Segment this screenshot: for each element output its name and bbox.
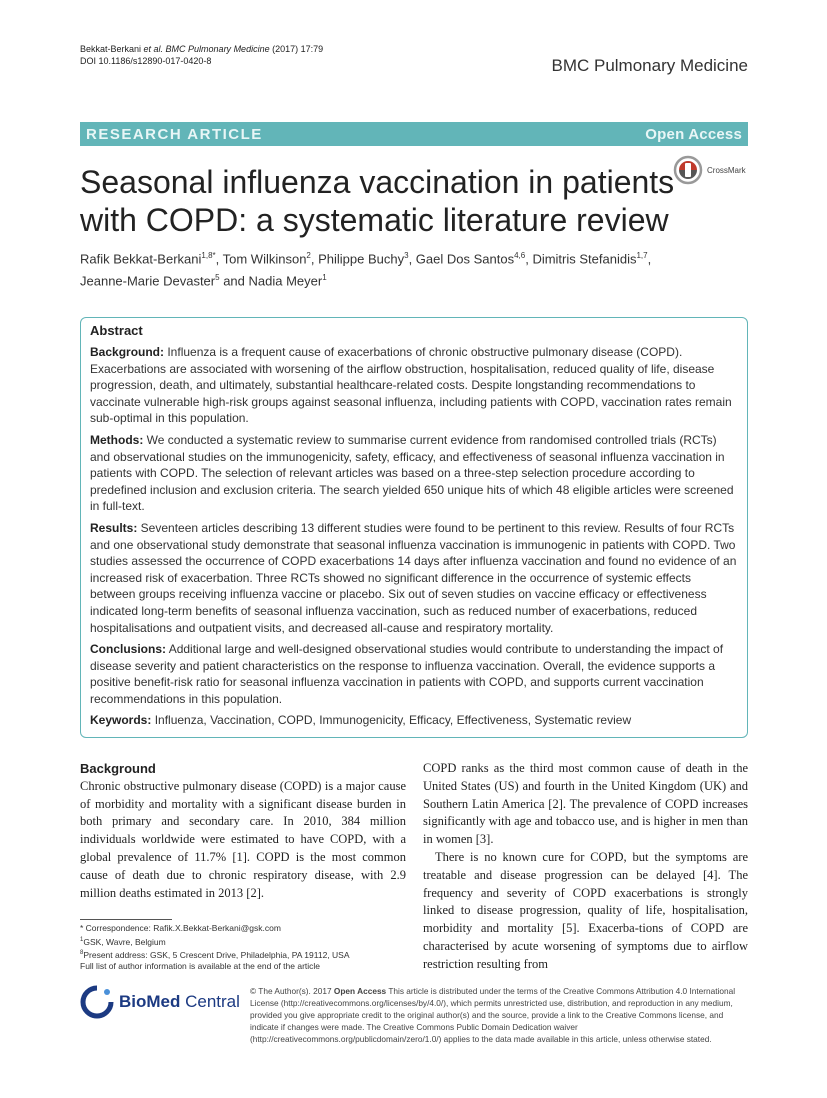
- footnotes: [80, 923, 406, 973]
- author: Philippe Buchy: [318, 251, 405, 267]
- article-title: Seasonal influenza vaccination in patients with COPD: a systematic literature review: [80, 164, 675, 238]
- author: Nadia Meyer: [248, 273, 323, 289]
- author-affiliation: 1: [322, 273, 327, 283]
- bmc-wordmark: BioMed Central: [119, 992, 240, 1011]
- author-affiliation: 5: [215, 273, 220, 283]
- author-affiliation: 3: [404, 251, 409, 260]
- affiliation: $^1$GSK, Wavre, Belgium: [80, 936, 166, 947]
- abstract-background: Background: Influenza is a frequent cause of exacerbations of chronic obstructive pulmonary disease (COPD). Exacerbations are associated with worsening of the airflow obstruction, hospitalisation, reduced quality of life, disease progression, death, and ultimately, substantial healthcare-related costs. Despite longstanding recommendations to vaccinate vulnerable high-risk groups against seasonal influenza, including patients with COPD, vaccination rates remain sub-optimal in this population.: [90, 345, 732, 426]
- author-affiliation: 1,7: [636, 251, 648, 260]
- citation-authors: Bekkat-Berkani: [80, 44, 142, 54]
- abstract-keywords: Keywords: Influenza, Vaccination, COPD, Immunogenicity, Efficacy, Effectiveness, Systematic review: [90, 713, 632, 728]
- running-header: [80, 43, 323, 67]
- footnote-divider: [80, 919, 172, 920]
- author-info-note: Full list of author information is available at the end of the article: [80, 961, 321, 972]
- biomed-central-logo[interactable]: [80, 984, 240, 1020]
- body-paragraph: Chronic obstructive pulmonary disease (COPD) is a major cause of morbidity and mortality with a significant disease burden in both primary and secondary care. In 2010, 384 million individuals worldwide were estimated to have COPD, with a global prevalence of 11.7% [1]. COPD is the most common cause of death due to chronic respiratory disease, with 2.9 million deaths estimated in 2013 [2].: [80, 778, 406, 900]
- body-paragraph: COPD ranks as the third most common cause of death in the United States (US) and fourth in the United Kingdom (UK) and Southern Latin America [2]. The prevalence of COPD increases significantly with age and tobacco use, and is higher in men than in women [3].: [423, 761, 748, 847]
- abstract-heading: Abstract: [90, 323, 143, 338]
- bmc-logo-icon: [80, 985, 114, 1019]
- correspondence[interactable]: * Correspondence: Rafik.X.Bekkat-Berkani@gsk.com: [80, 923, 281, 933]
- crossmark-badge[interactable]: [673, 152, 758, 188]
- license-text: © The Author(s). 2017 Open Access This article is distributed under the terms of the Creative Commons Attribution 4.0 International License (http://creativecommons.org/licenses/by/4.0/), which permits unrestricted use, distribution, and reproduction in any medium, provided you give appropriate credit to the original author(s) and the source, provide a link to the Creative Commons license, and indicate if changes were made. The Creative Commons Public Domain Dedication waiver (http://creativecommons.org/publicdomain/zero/1.0/) applies to the data made available in this article, unless otherwise stated.: [250, 986, 736, 1044]
- body-left-column: [80, 760, 406, 902]
- article-type-band: [80, 122, 748, 146]
- author-affiliation: 4,6: [514, 251, 526, 260]
- author: Gael Dos Santos: [415, 251, 515, 267]
- crossmark-label: CrossMark: [707, 165, 746, 175]
- author-affiliation: 1,8*: [201, 251, 216, 260]
- doi[interactable]: DOI 10.1186/s12890-017-0420-8: [80, 56, 212, 66]
- body-paragraph: There is no known cure for COPD, but the symptoms are treatable and disease progression can be delayed [4]. The frequency and severity of COPD exacerbations is strongly linked to disease progression, quality of life, hospitalisation, morbidity and mortality [5]. Exacerba-tions of COPD are characterised by acute worsening of symptoms due to airflow restriction resulting from: [423, 849, 748, 971]
- abstract-results: Results: Seventeen articles describing 13 different studies were found to be pertinent to this review. Results of four RCTs and one observational study demonstrate that seasonal influenza vaccination is immunogenic in patients with COPD. Two studies assessed the occurrence of COPD exacerbations 14 days after influenza vaccination and found no evidence of an increased risk of exacerbation. Three RCTs showed no significant difference in the occurrence of systemic effects between groups receiving influenza vaccine or placebo. Six out of seven studies on vaccine efficacy or effectiveness indicated long-term benefits of seasonal influenza vaccination, such as reduced number of exacerbations, reduced hospitalisations and outpatient visits, and decreased all-cause and respiratory mortality.: [90, 520, 737, 635]
- author-list: Rafik Bekkat-Berkani$^{1,8*}$, Tom Wilkinson$^2$, Philippe Buchy$^3$, Gael Dos Santos$^{4,6}$, Dimitris Stefanidis$^{1,7}$, Jeanne-Marie Devaster$^5$ and Nadia Meyer$^1$: [80, 251, 652, 289]
- article-type: RESEARCH ARTICLE: [86, 125, 263, 143]
- author: Jeanne-Marie Devaster: [80, 273, 216, 289]
- abstract-box: [80, 317, 748, 738]
- section-heading: Background: [80, 761, 156, 776]
- citation-journal: et al. BMC Pulmonary Medicine: [141, 44, 270, 54]
- body-right-column: [423, 760, 748, 974]
- journal-name: BMC Pulmonary Medicine: [551, 56, 748, 75]
- abstract-methods: Methods: We conducted a systematic review to summarise current evidence from randomised controlled trials (RCTs) and observational studies on the immunogenicity, safety, efficacy, and effectiveness of seasonal influenza vaccination in patients with COPD. The selection of relevant articles was based on a three-step selection procedure according to predefined inclusion and exclusion criteria. The search yielded 650 unique hits of which 48 eligible articles were screened in full-text.: [90, 432, 734, 514]
- author: Tom Wilkinson: [222, 251, 307, 267]
- author: Rafik Bekkat-Berkani: [80, 251, 202, 267]
- crossmark-icon: [673, 155, 703, 185]
- open-access-label: Open Access: [645, 125, 742, 143]
- author: Dimitris Stefanidis: [532, 251, 637, 267]
- present-address: $^8$Present address: GSK, 5 Crescent Drive, Philadelphia, PA 19112, USA: [80, 949, 350, 960]
- author-affiliation: 2: [306, 251, 311, 260]
- abstract-conclusions: Conclusions: Additional large and well-designed observational studies would contribute to understanding the impact of disease severity and patient characteristics on the response to influenza vaccination. Overall, the evidence supports a positive benefit-risk ratio for seasonal influenza vaccination in patients with COPD, and supports current vaccination recommendations in this population.: [90, 642, 724, 706]
- citation-year: (2017) 17:79: [269, 44, 324, 54]
